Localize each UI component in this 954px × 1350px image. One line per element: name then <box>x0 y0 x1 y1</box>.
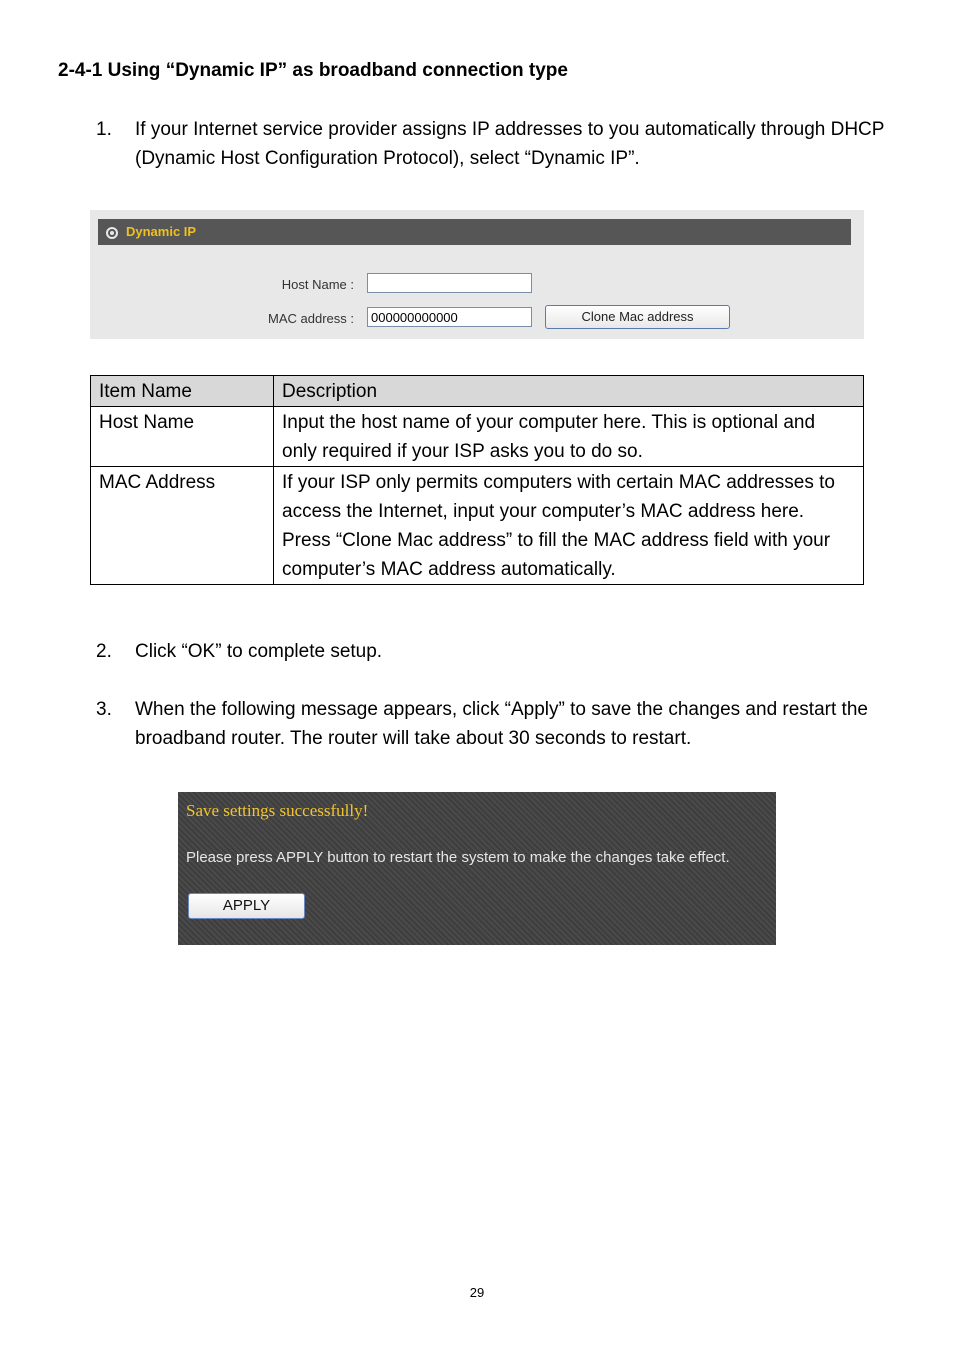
table-row <box>91 407 864 467</box>
save-message-box <box>178 792 776 945</box>
mac-address-label: MAC address : <box>268 311 354 326</box>
step-text: When the following message appears, click “Apply” to save the changes and restart the broadband router. The router will take about 30 seconds to restart. <box>135 699 868 749</box>
cell-description: Input the host name of your computer here. This is optional and only required if your ISP asks you to do so. <box>274 407 864 467</box>
step-number: 2. <box>96 641 112 662</box>
step-number: 3. <box>96 699 112 720</box>
step-text: If your Internet service provider assigns IP addresses to you automatically through DHCP (Dynamic Host Configuration Protocol), select “Dynamic IP”. <box>135 119 885 169</box>
table-header-row <box>91 376 864 407</box>
radio-selected-icon[interactable] <box>106 227 118 239</box>
message-title: Save settings successfully! <box>186 801 369 820</box>
panel-title: Dynamic IP <box>126 224 197 239</box>
dynamic-ip-panel <box>90 210 864 339</box>
panel-header <box>98 219 851 245</box>
host-name-label: Host Name : <box>281 277 354 292</box>
cell-description: If your ISP only permits computers with certain MAC addresses to access the Internet, input your computer’s MAC address here. Press “Clone Mac address” to fill the MAC address field with your computer’s MAC address automatically. <box>274 467 864 585</box>
message-body: Please press APPLY button to restart the system to make the changes take effect. <box>186 849 730 866</box>
section-heading: 2-4-1 Using “Dynamic IP” as broadband connection type <box>58 60 568 81</box>
host-name-input[interactable] <box>367 273 532 293</box>
apply-button[interactable]: APPLY <box>188 893 305 919</box>
header-item-name: Item Name <box>91 376 274 407</box>
cell-item-name: Host Name <box>91 407 274 467</box>
item-table <box>90 375 864 585</box>
mac-address-input[interactable] <box>367 307 532 327</box>
step-text: Click “OK” to complete setup. <box>135 641 383 662</box>
clone-mac-button[interactable]: Clone Mac address <box>545 305 730 329</box>
step-number: 1. <box>96 119 112 140</box>
table-row <box>91 467 864 585</box>
page-number: 29 <box>469 1285 485 1300</box>
cell-item-name: MAC Address <box>91 467 274 585</box>
header-description: Description <box>274 376 864 407</box>
